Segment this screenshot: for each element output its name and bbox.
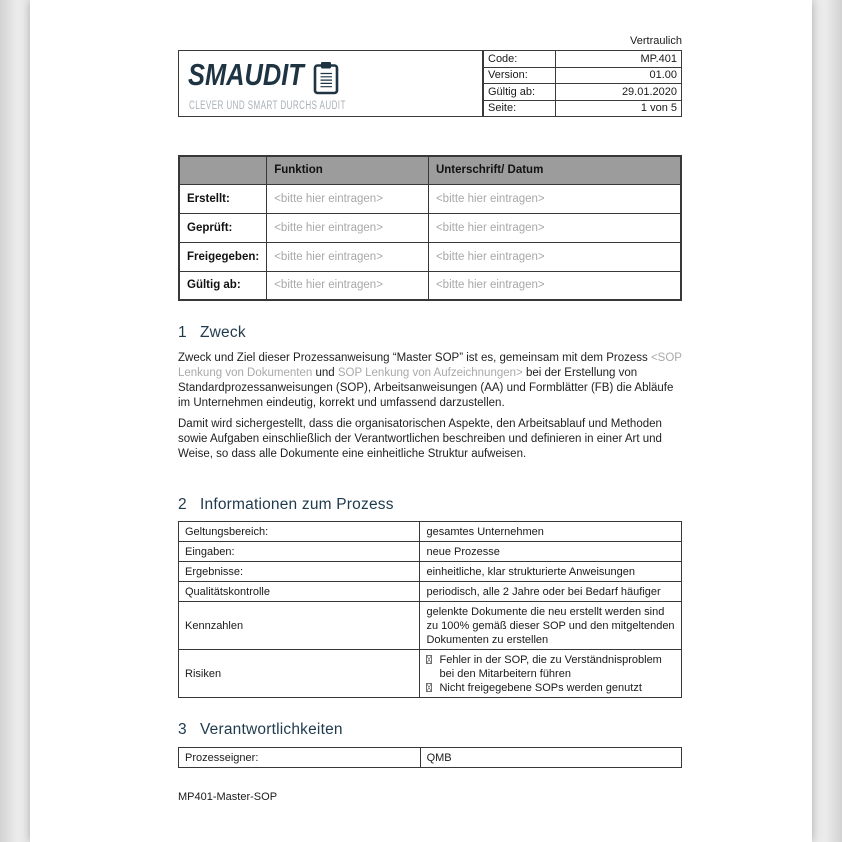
heading-title: Informationen zum Prozess — [200, 496, 394, 513]
funktion-placeholder: <bitte hier eintragen> — [267, 242, 429, 271]
section-1-heading — [178, 324, 246, 342]
table-row — [179, 542, 682, 562]
document-header — [178, 50, 682, 117]
table-row — [179, 213, 681, 242]
unterschrift-placeholder: <bitte hier eintragen> — [428, 213, 681, 242]
process-info-table — [178, 521, 682, 698]
missing-glyph-checkbox-icon — [426, 655, 432, 664]
unterschrift-placeholder: <bitte hier eintragen> — [428, 184, 681, 213]
table-row — [179, 650, 682, 698]
unterschrift-placeholder: <bitte hier eintragen> — [428, 242, 681, 271]
footer-doc-name: MP401-Master-SOP — [178, 791, 278, 803]
section-1-paragraph-2: Damit wird sichergestellt, dass die organisatorischen Aspekte, den Arbeitsablauf und Methoden sowie Aufgaben einschließlich der Verantwortlichen beschreiben und definieren in einer Art und Weise, so dass alle Dokumente eine einheitliche Struktur aufweisen. — [178, 418, 662, 460]
heading-number: 1 — [178, 324, 187, 341]
logo-tagline: CLEVER UND SMART DURCHS AUDIT — [189, 100, 346, 112]
document-page — [30, 0, 812, 842]
confidential-label: Vertraulich — [630, 35, 682, 47]
row-value: gelenkte Dokumente die neu erstellt werden sind zu 100% gemäß dieser SOP und den mitgeltenden Dokumenten zu erstellen — [420, 602, 682, 650]
logo — [178, 50, 483, 117]
table-row — [179, 582, 682, 602]
heading-title: Zweck — [200, 324, 246, 341]
row-label: Kennzahlen — [179, 602, 420, 650]
doc-info-table — [483, 50, 682, 117]
table-row — [179, 748, 682, 768]
heading-number: 3 — [178, 721, 187, 738]
approval-row-label: Erstellt: — [179, 184, 267, 213]
doc-info-label: Code: — [484, 51, 556, 68]
approval-header-funktion: Funktion — [267, 156, 429, 184]
risk-item — [426, 681, 675, 695]
doc-info-value: 29.01.2020 — [555, 84, 681, 101]
doc-info-value: MP.401 — [555, 51, 681, 68]
table-row — [484, 67, 682, 84]
risk-text: Nicht freigegebene SOPs werden genutzt — [439, 681, 642, 694]
risk-text: Fehler in der SOP, die zu Verständnisproblem bei den Mitarbeitern führen — [439, 653, 662, 680]
responsibility-table — [178, 747, 682, 768]
approval-header-unterschrift: Unterschrift/ Datum — [428, 156, 681, 184]
paragraph-text: bei der Erstellung von Standardprozessanweisungen (SOP), Arbeitsanweisungen (AA) und Formblätter (FB) die Abläufe im Unternehmen eindeutig, korrekt und umfassend darzustellen. — [178, 367, 674, 409]
clipboard-icon — [313, 61, 339, 100]
section-2-heading — [178, 496, 394, 514]
brand-text: SMAUDIT — [188, 57, 304, 92]
inline-placeholder: <SOP Lenkung von Dokumenten — [178, 352, 682, 379]
doc-info-label: Gültig ab: — [484, 84, 556, 101]
doc-info-value: 01.00 — [555, 67, 681, 84]
doc-info-value: 1 von 5 — [555, 100, 681, 117]
page-content — [178, 0, 682, 842]
table-row — [179, 184, 681, 213]
unterschrift-placeholder: <bitte hier eintragen> — [428, 271, 681, 300]
table-row — [179, 522, 682, 542]
row-label: Prozesseigner: — [179, 748, 421, 768]
heading-title: Verantwortlichkeiten — [200, 721, 343, 738]
funktion-placeholder: <bitte hier eintragen> — [267, 184, 429, 213]
row-label: Risiken — [179, 650, 420, 698]
table-row — [179, 602, 682, 650]
approval-table — [178, 155, 682, 301]
heading-number: 2 — [178, 496, 187, 513]
approval-row-label: Freigegeben: — [179, 242, 267, 271]
table-row — [179, 271, 681, 300]
doc-info-label: Version: — [484, 67, 556, 84]
row-label: Eingaben: — [179, 542, 420, 562]
row-label: Ergebnisse: — [179, 562, 420, 582]
approval-header-empty — [179, 156, 267, 184]
table-row — [179, 562, 682, 582]
risk-item — [426, 653, 675, 681]
approval-header-row — [179, 156, 681, 184]
table-row — [484, 84, 682, 101]
table-row — [484, 51, 682, 68]
row-value: neue Prozesse — [420, 542, 682, 562]
paragraph-text: und — [315, 367, 338, 379]
doc-info-label: Seite: — [484, 100, 556, 117]
row-value: einheitliche, klar strukturierte Anweisungen — [420, 562, 682, 582]
approval-row-label: Geprüft: — [179, 213, 267, 242]
missing-glyph-checkbox-icon — [426, 683, 432, 692]
row-label: Qualitätskontrolle — [179, 582, 420, 602]
row-value: periodisch, alle 2 Jahre oder bei Bedarf häufiger — [420, 582, 682, 602]
row-label: Geltungsbereich: — [179, 522, 420, 542]
logo-brand-row — [188, 57, 482, 96]
row-value — [420, 650, 682, 698]
funktion-placeholder: <bitte hier eintragen> — [267, 271, 429, 300]
section-3-heading — [178, 721, 343, 739]
approval-row-label: Gültig ab: — [179, 271, 267, 300]
row-value: gesamtes Unternehmen — [420, 522, 682, 542]
row-value: QMB — [420, 748, 681, 768]
table-row — [484, 100, 682, 117]
inline-placeholder: SOP Lenkung von Aufzeichnungen> — [337, 367, 526, 379]
table-row — [179, 242, 681, 271]
paragraph-text: Zweck und Ziel dieser Prozessanweisung “Master SOP” ist es, gemeinsam mit dem Prozess — [178, 352, 651, 364]
section-1-paragraph-1 — [178, 351, 682, 411]
funktion-placeholder: <bitte hier eintragen> — [267, 213, 429, 242]
